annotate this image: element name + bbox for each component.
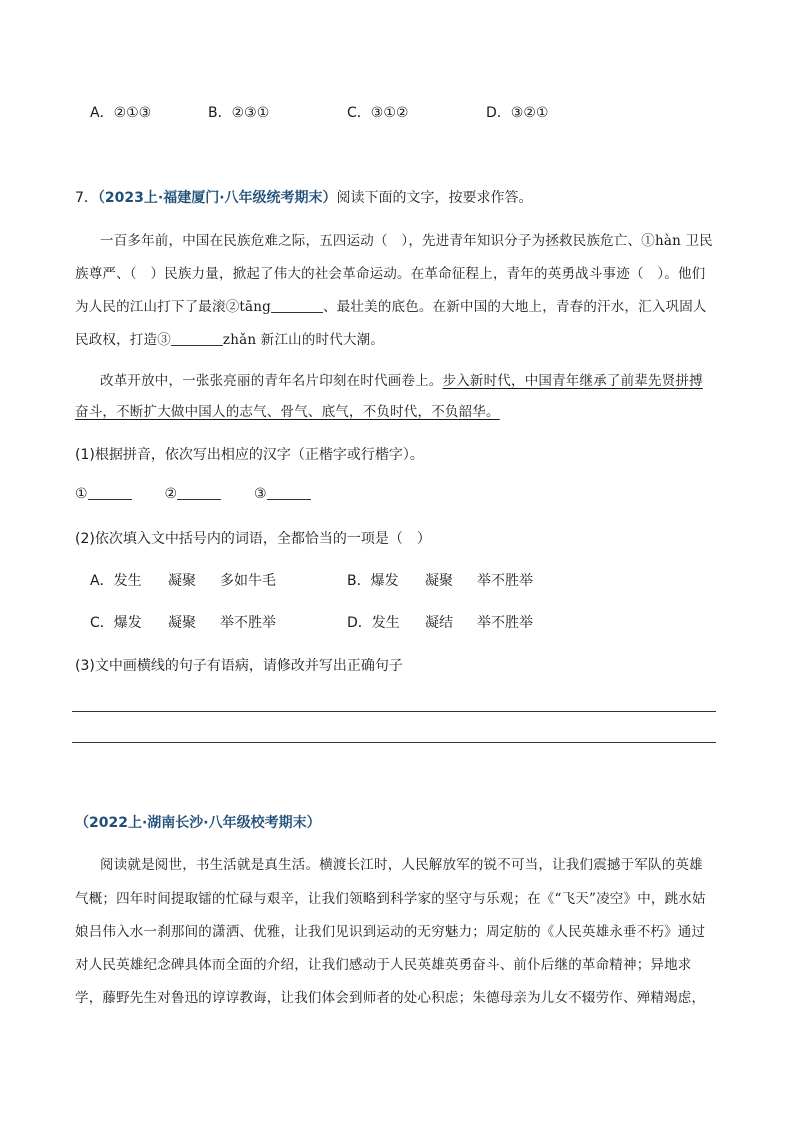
- choice-c: C．爆发 凝聚 举不胜举: [90, 615, 276, 631]
- answer-line[interactable]: [72, 742, 716, 743]
- sub-question-1: (1)根据拼音，依次写出相应的汉字（正楷字或行楷字）。: [75, 447, 424, 463]
- passage-line: [75, 400, 500, 420]
- passage-line: 对人民英雄纪念碑具体而全面的介绍，让我们感动于人民英雄英勇奋斗、前仆后继的革命精神；异地求: [75, 957, 692, 973]
- passage-line: 族尊严、（ ）民族力量，掀起了伟大的社会革命运动。在革命征程上，青年的英勇战斗事迹（ ）。他们: [75, 266, 706, 282]
- option-a: A．②①③: [90, 105, 152, 121]
- choice-b: B．爆发 凝聚 举不胜举: [347, 573, 533, 589]
- question-number: 7．: [75, 190, 98, 206]
- passage-line: 学，藤野先生对鲁迅的谆谆教诲，让我们体会到师者的处心积虑；朱德母亲为儿女不辍劳作、殚精竭虑，: [75, 990, 706, 1006]
- answer-blank-3[interactable]: [267, 485, 311, 500]
- underlined-sentence: 步入新时代，中国青年继承了前辈先贤拼搏: [442, 373, 703, 389]
- question-instruction: 阅读下面的文字，按要求作答。: [336, 190, 533, 206]
- choice-d: D．发生 凝结 举不胜举: [347, 615, 533, 631]
- sub-question-2: (2)依次填入文中括号内的词语，全都恰当的一项是（ ）: [75, 531, 431, 547]
- option-d: D．③②①: [486, 105, 549, 121]
- passage-line: 为人民的江山打下了最滚②tāng 、最壮美的底色。在新中国的大地上，青春的汗水，汇入巩固人: [75, 299, 707, 315]
- question-source: （2023上·福建厦门·八年级统考期末）: [97, 190, 337, 206]
- passage-line: 阅读就是阅世，书生活就是真生活。横渡长江时，人民解放军的锐不可当，让我们震撼于军队的英雄: [100, 857, 703, 873]
- question-7-title: [75, 187, 533, 207]
- fill-blank: [271, 298, 323, 313]
- question-source: （2022上·湖南长沙·八年级校考期末）: [75, 815, 321, 831]
- option-b: B．②③①: [208, 105, 270, 121]
- sub-question-3: (3)文中画横线的句子有语病，请修改并写出正确句子: [75, 658, 403, 674]
- answer-line[interactable]: [72, 711, 716, 712]
- passage-line: 娘吕伟入水一刹那间的潇洒、优雅，让我们见识到运动的无穷魅力；周定舫的《人民英雄永垂不朽》通过: [75, 924, 706, 940]
- fill-blank: [171, 331, 223, 346]
- passage-line: 民政权，打造③ zhǎn 新江山的时代大潮。: [75, 332, 385, 348]
- answer-blanks: ① ② ③: [75, 485, 311, 502]
- passage-line: 一百多年前，中国在民族危难之际，五四运动（ ），先进青年知识分子为拯救民族危亡、①hàn 卫民: [100, 233, 713, 249]
- underlined-sentence: 奋斗，不断扩大做中国人的志气、骨气、底气，不负时代，不负韶华。: [75, 404, 500, 420]
- passage-line: 改革开放中，一张张亮丽的青年名片印刻在时代画卷上。步入新时代，中国青年继承了前辈先贤拼搏: [100, 373, 703, 389]
- answer-blank-2[interactable]: [177, 485, 221, 500]
- answer-blank-1[interactable]: [88, 485, 132, 500]
- passage-line: 气概；四年时间提取镭的忙碌与艰辛，让我们领略到科学家的坚守与乐观；在《“飞天”凌空》中，跳水姑: [75, 891, 706, 907]
- choice-a: A．发生 凝聚 多如牛毛: [90, 573, 276, 589]
- option-c: C．③①②: [347, 105, 409, 121]
